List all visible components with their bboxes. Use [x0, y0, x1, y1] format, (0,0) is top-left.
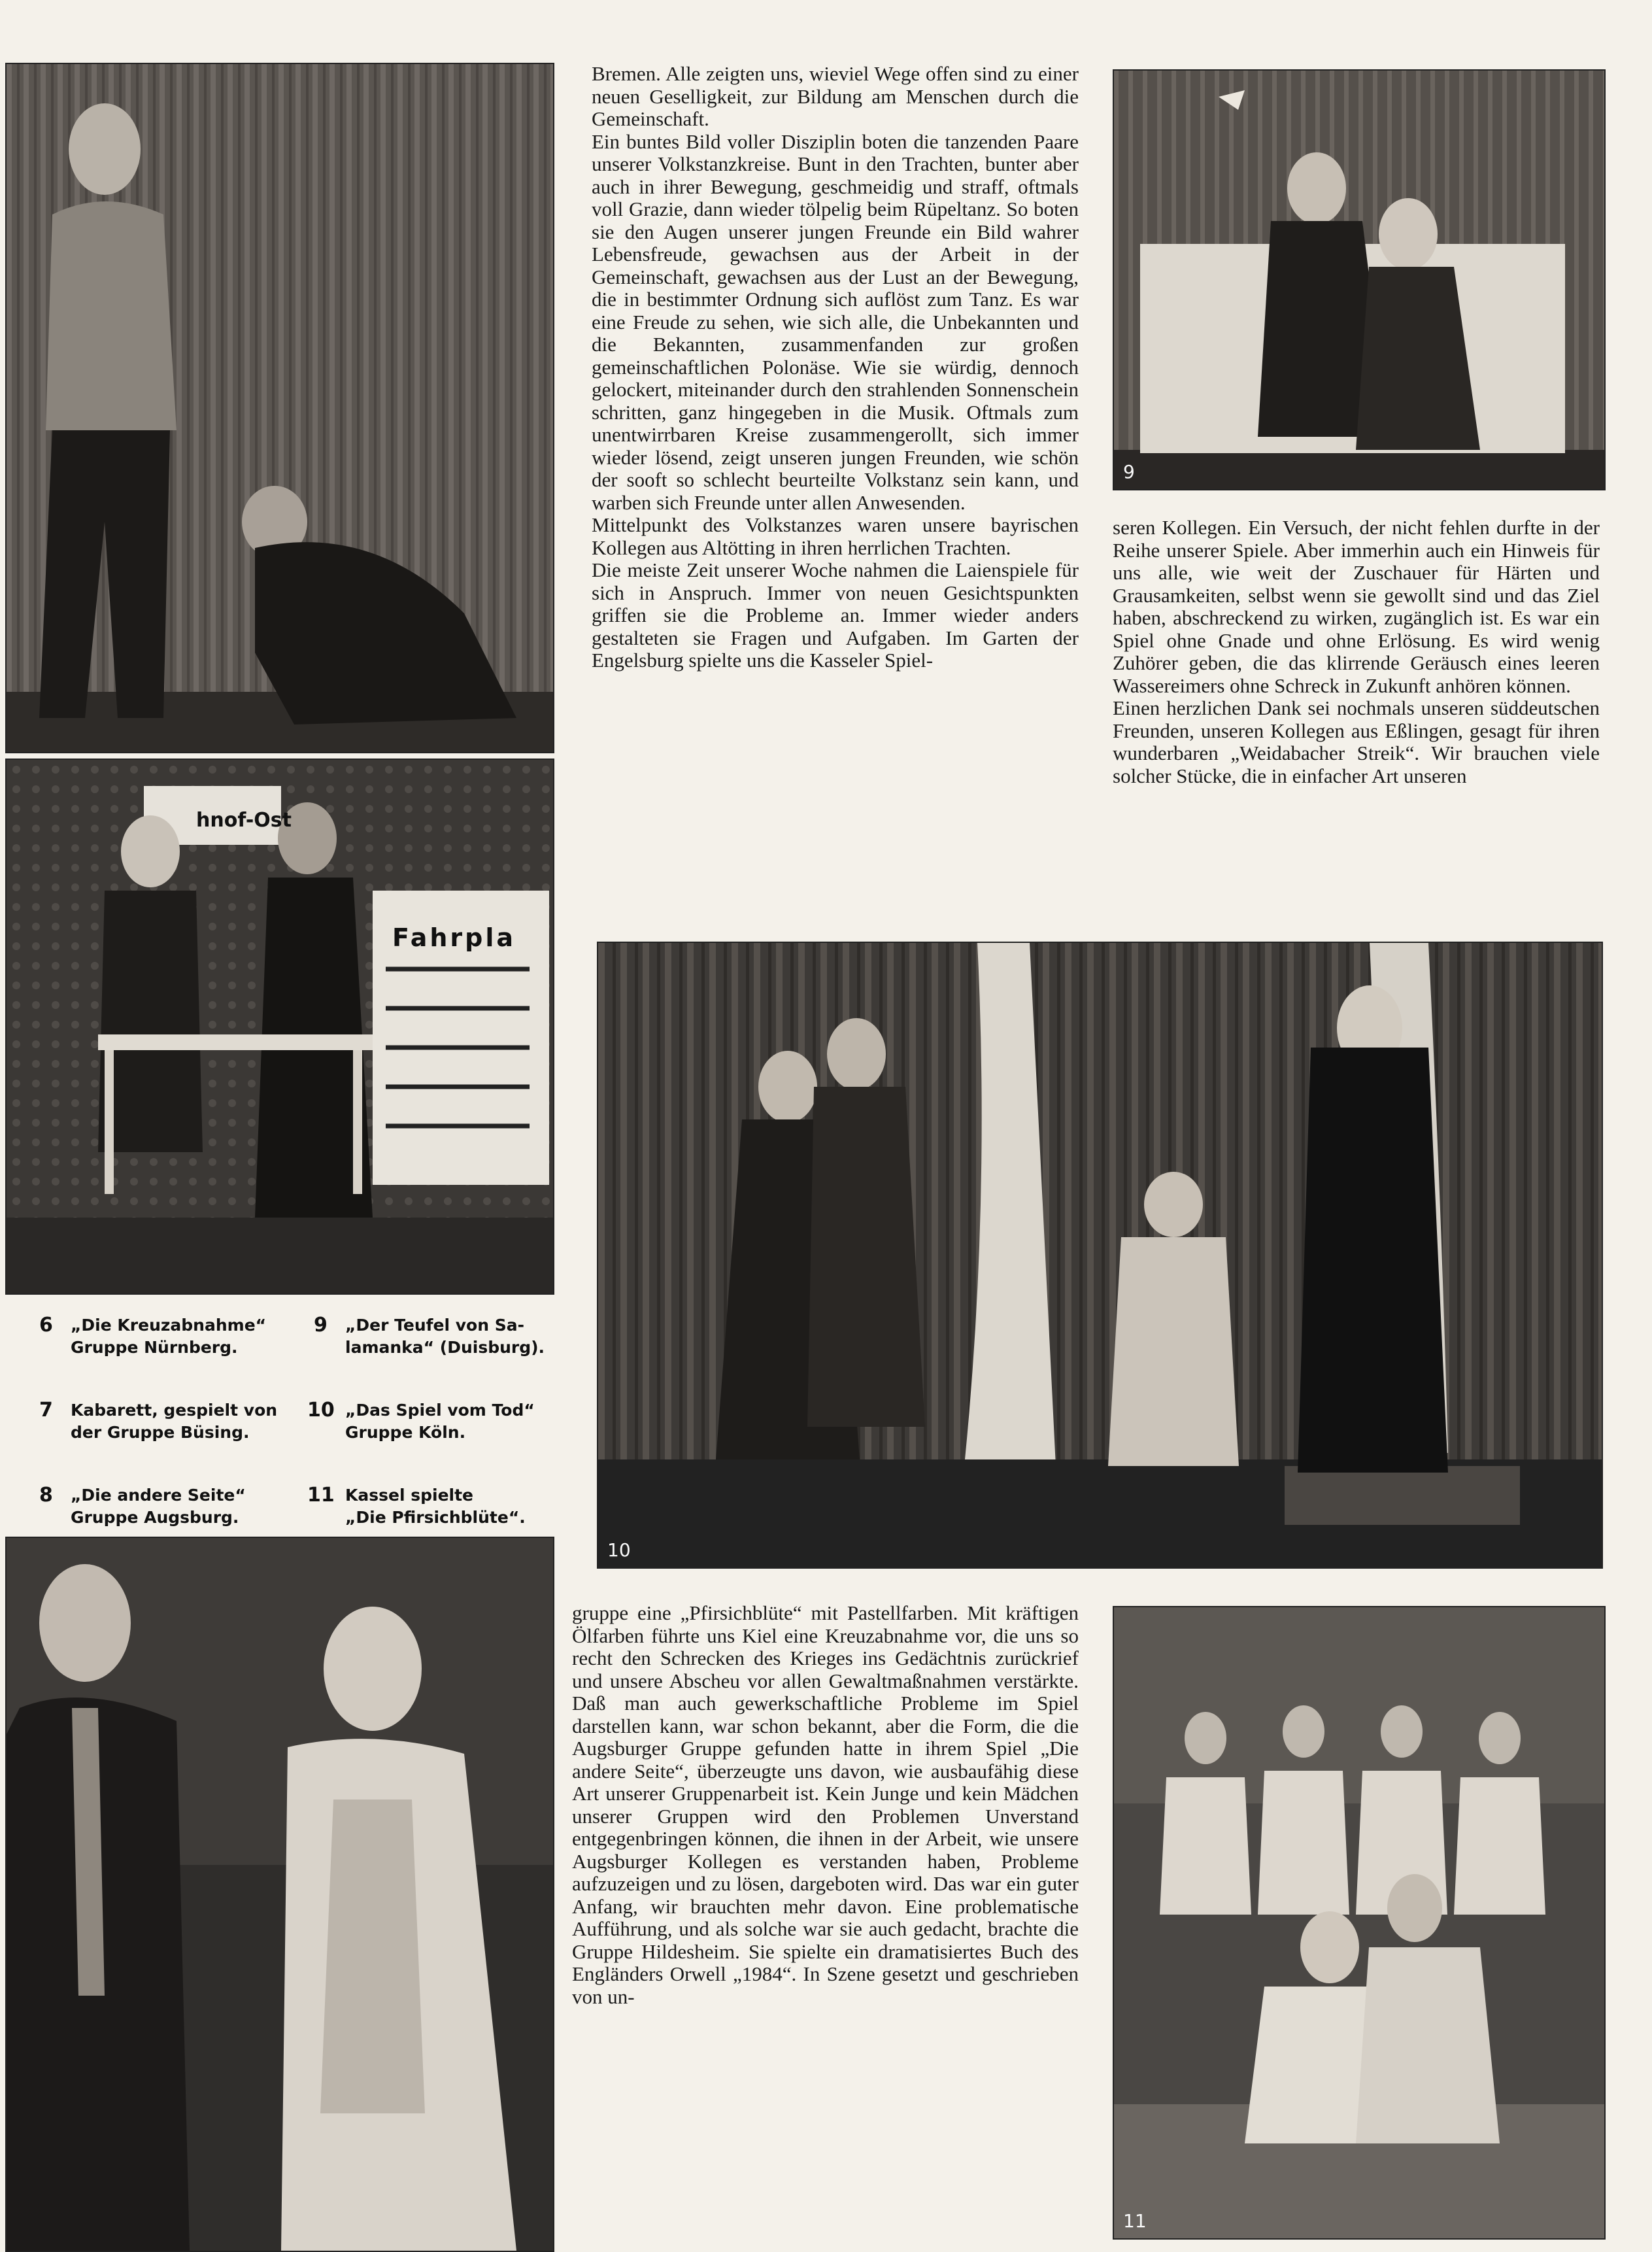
paragraph-pfirsichbluete: gruppe eine „Pfirsichblüte“ mit Pastellfarben. Mit kräftigen Ölfarben führte uns Kiel eine Kreuzabnahme vor, die uns so recht den Schrecken des Krieges ins Gedächtnis zurückrief und unsere Abscheu vor allen Gewaltmaßnahmen verstärkte. Daß man auch gewerkschaftliche Probleme im Spiel darstellen kann, war schon bekannt, aber die Form, die die Augsburger Gruppe gefunden hatte in ihrem Spiel „Die andere Seite“, überzeugte uns davon, wie ausbaufähig diese Art unserer Gruppenarbeit ist. Kein Junge und kein Mädchen unserer Gruppen wird den Problemen Unverstand entgegenbringen können, die ihnen in der Arbeit, wie unsere Augsburger Kollegen es verstanden haben, Probleme aufzuzeigen und zu lösen, dargeboten wird. Das war ein guter Anfang, wir brauchten mehr davon. Eine problematische Aufführung, und als solche war sie auch gedacht, brachte die Gruppe Hildesheim. Sie spielte ein dramatisiertes Buch des Engländers Orwell „1984“. In Szene gesetzt und geschrieben von un-	[572, 1602, 1079, 2008]
photo-10-number: 10	[607, 1539, 631, 1561]
photo-9-image	[1114, 71, 1604, 489]
photo-10-image	[598, 943, 1602, 1567]
paragraph-dank: Einen herzlichen Dank sei nochmals unseren süddeutschen Freunden, unseren Kollegen aus Eßlingen, gesagt für ihren wunderbaren „Weidabacher Streik“. Wir brauchen viele solcher Stücke, die in einfacher Art unseren	[1113, 696, 1600, 787]
caption-6-text: „Die Kreuzabnahme“ Gruppe Nürnberg.	[71, 1316, 267, 1357]
paragraph-laienspiele: Die meiste Zeit unserer Woche nahmen die Laienspiele für sich in Anspruch. Immer von neuen Gesichtspunkten griffen sie die Probleme an. Immer wieder anders gestalteten sie Fragen und Aufgaben. Im Garten der Engelsburg spielte uns die Kasseler Spiel-	[592, 558, 1079, 672]
paragraph-altoetting: Mittelpunkt des Volkstanzes waren unsere bayrischen Kollegen aus Altötting in ihren herrlichen Trachten.	[592, 513, 1079, 559]
photo-8-image	[7, 1538, 553, 2251]
photo-6-image	[7, 64, 553, 752]
paragraph-volkstanz: Ein buntes Bild voller Disziplin boten die tanzenden Paare unserer Volkstanzkreise. Bunt in den Trachten, bunter aber auch in ihrer Bewegung, geschmeidig und straff, oftmals voll Grazie, dann wieder tölpelig beim Rüpeltanz. So boten sie den Augen unserer jungen Freunde ein Bild wahrer Lebensfreude, gewachsen aus der Arbeit in der Gemeinschaft, gewachsen aus der Lust an der Bewegung, die in bestimmter Ordnung sich auflöst zum Tanz. Es war eine Freude zu sehen, wie sich alle, die Unbekannten und die Bekannten, zusammenfanden zur großen gemeinschaftlichen Polonäse. Wie sie würdig, dennoch gelockert, miteinander durch den strahlenden Sonnenschein schritten, ganz hingegeben in die Musik. Oftmals zum unentwirrbaren Kreise zusammengerollt, sich immer wieder lösend, zeigt unseren jungen Freunden, wie schön der sooft so schlecht beurteilte Volkstanz sein kann, und warben sich Freunde unter allen Anwesenden.	[592, 129, 1079, 514]
photo-6-kreuzabnahme	[5, 63, 554, 753]
photo-11-pfirsichbluete	[1113, 1606, 1606, 2240]
photo-8-die-andere-seite	[5, 1537, 554, 2252]
photo-7-image	[7, 760, 553, 1293]
caption-9-number: 9	[314, 1314, 328, 1337]
photo-7-sign-fahrplan: Fahrpla	[392, 923, 516, 952]
paragraph-versuch: seren Kollegen. Ein Versuch, der nicht fehlen durfte in der Reihe unserer Spiele. Aber immerhin auch ein Hinweis für uns alle, wie weit der Zuschauer für Härten und Grausamkeiten, selbst wenn sie gewollt sind und das Ziel haben, abschreckend zu wirken, zugänglich ist. Es war ein Spiel ohne Gnade und ohne Erlösung. Es wird wenig Zuhörer geben, die das klirrende Geräusch eines leeren Wassereimers ohne Schreck in Zukunft anhören können.	[1113, 517, 1600, 697]
photo-7-kabarett	[5, 759, 554, 1295]
caption-11-number: 11	[307, 1484, 335, 1507]
caption-8-text: „Die andere Seite“ Gruppe Augsburg.	[71, 1486, 246, 1527]
caption-7-number: 7	[39, 1399, 53, 1422]
article-column-middle-bottom	[572, 1602, 1079, 2249]
article-column-middle-top	[592, 63, 1079, 896]
paragraph-bremen: Bremen. Alle zeigten uns, wieviel Wege offen sind zu einer neuen Geselligkeit, zur Bildung am Menschen durch die Gemeinschaft.	[592, 63, 1079, 130]
caption-10-number: 10	[307, 1399, 335, 1422]
photo-10-spiel-vom-tod	[597, 942, 1603, 1569]
photo-9-teufel-von-salamanka	[1113, 69, 1606, 490]
article-column-right-top	[1113, 517, 1600, 896]
caption-9-text: „Der Teufel von Sa- lamanka“ (Duisburg).	[345, 1316, 545, 1357]
caption-8-number: 8	[39, 1484, 53, 1507]
photo-7-sign-station: hnof-Ost	[196, 809, 292, 832]
photo-11-image	[1114, 1607, 1604, 2238]
caption-6-number: 6	[39, 1314, 53, 1337]
photo-9-number: 9	[1123, 461, 1135, 483]
caption-7-text: Kabarett, gespielt von der Gruppe Büsing.	[71, 1401, 278, 1442]
caption-10-text: „Das Spiel vom Tod“ Gruppe Köln.	[345, 1401, 535, 1442]
photo-11-number: 11	[1123, 2210, 1147, 2232]
caption-11-text: Kassel spielte „Die Pfirsichblüte“.	[345, 1486, 526, 1527]
